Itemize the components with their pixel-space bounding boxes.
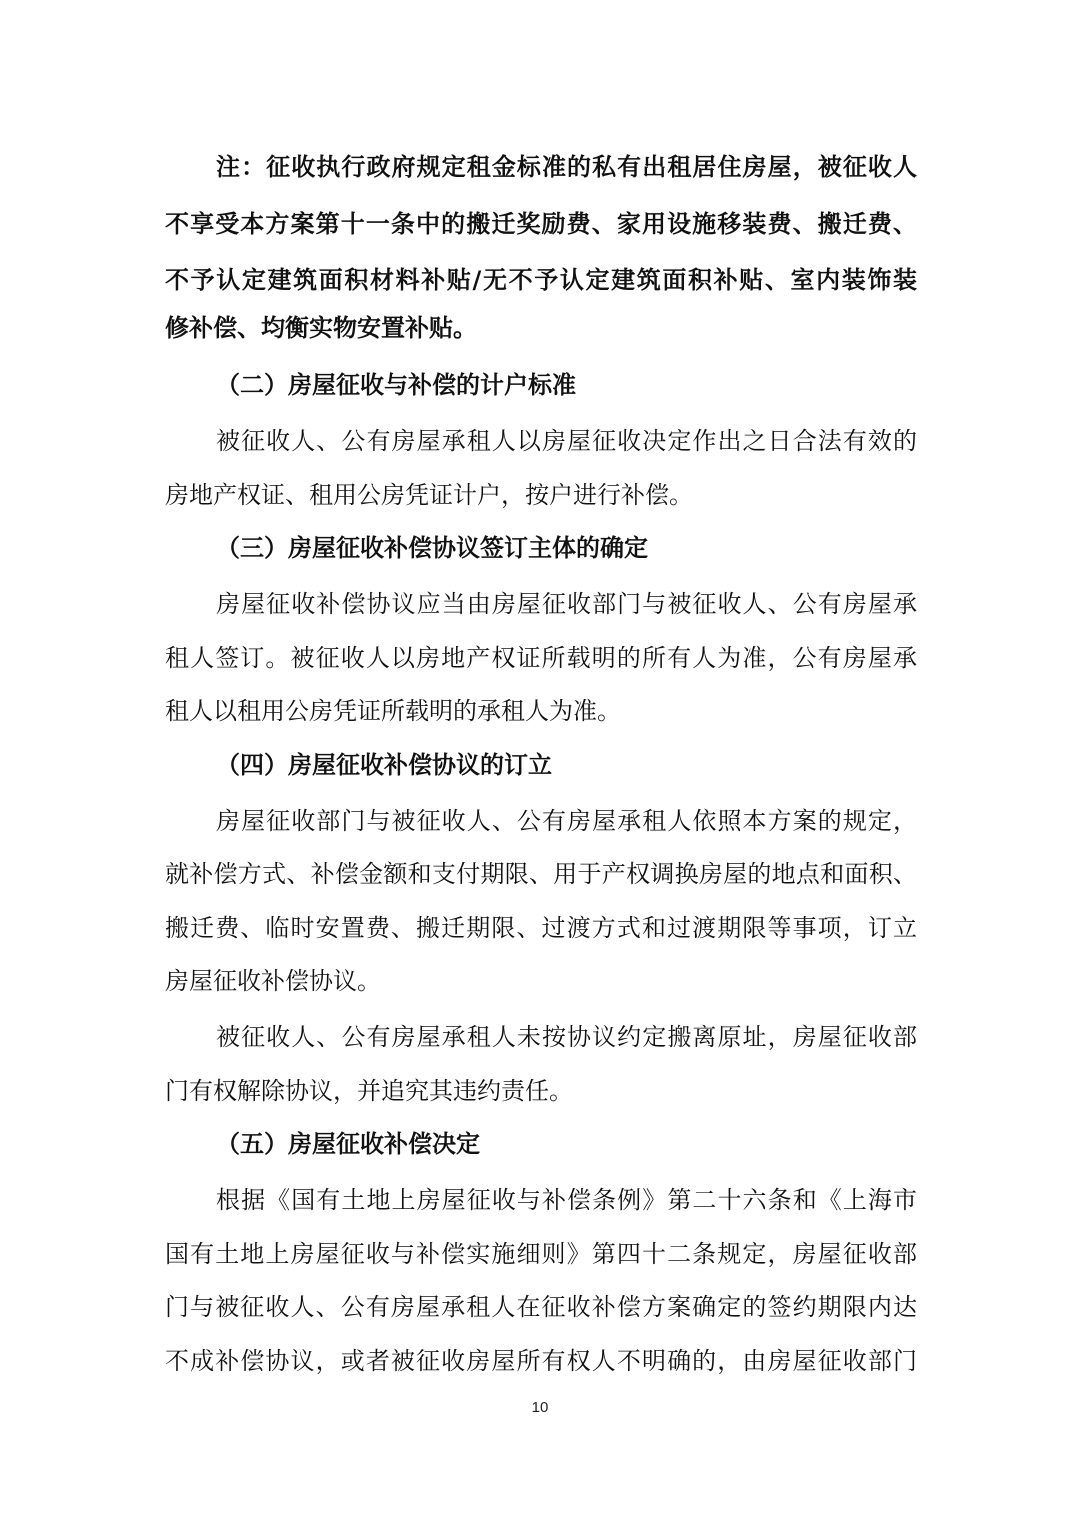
note-line: 不享受本方案第十一条中的搬迁奖励费、家用设施移装费、搬迁费、 xyxy=(165,210,917,238)
paragraph-line: 房屋征收补偿协议。 xyxy=(165,967,381,995)
paragraph-line: 根据《国有土地上房屋征收与补偿条例》第二十六条和《上海市 xyxy=(216,1186,917,1214)
paragraph-line: 房屋征收补偿协议应当由房屋征收部门与被征收人、公有房屋承 xyxy=(216,590,917,618)
note-line: 不予认定建筑面积材料补贴/无不予认定建筑面积补贴、室内装饰装 xyxy=(165,266,917,294)
paragraph-line: 门与被征收人、公有房屋承租人在征收补偿方案确定的签约期限内达 xyxy=(165,1293,917,1321)
paragraph-line: 租人签订。被征收人以房地产权证所载明的所有人为准，公有房屋承 xyxy=(165,644,917,672)
paragraph-line: 房地产权证、租用公房凭证计户，按户进行补偿。 xyxy=(165,481,693,509)
paragraph-line: 房屋征收部门与被征收人、公有房屋承租人依照本方案的规定， xyxy=(216,807,917,835)
paragraph-line: 门有权解除协议，并追究其违约责任。 xyxy=(165,1077,573,1105)
paragraph-line: 被征收人、公有房屋承租人以房屋征收决定作出之日合法有效的 xyxy=(216,427,917,455)
paragraph-line: 搬迁费、临时安置费、搬迁期限、过渡方式和过渡期限等事项，订立 xyxy=(165,914,917,942)
paragraph-line: 租人以租用公房凭证所载明的承租人为准。 xyxy=(165,697,621,725)
paragraph-line: 国有土地上房屋征收与补偿实施细则》第四十二条规定，房屋征收部 xyxy=(165,1240,917,1268)
paragraph-line: 就补偿方式、补偿金额和支付期限、用于产权调换房屋的地点和面积、 xyxy=(165,860,917,888)
section-heading: （五）房屋征收补偿决定 xyxy=(216,1130,480,1158)
page-number: 10 xyxy=(531,1399,549,1416)
note-line: 修补偿、均衡实物安置补贴。 xyxy=(165,314,477,342)
paragraph-line: 不成补偿协议，或者被征收房屋所有权人不明确的，由房屋征收部门 xyxy=(165,1347,917,1375)
section-heading: （二）房屋征收与补偿的计户标准 xyxy=(216,371,576,399)
note-line: 注：征收执行政府规定租金标准的私有出租居住房屋，被征收人 xyxy=(216,153,917,181)
section-heading: （四）房屋征收补偿协议的订立 xyxy=(216,751,552,779)
paragraph-line: 被征收人、公有房屋承租人未按协议约定搬离原址，房屋征收部 xyxy=(216,1023,917,1051)
section-heading: （三）房屋征收补偿协议签订主体的确定 xyxy=(216,534,648,562)
